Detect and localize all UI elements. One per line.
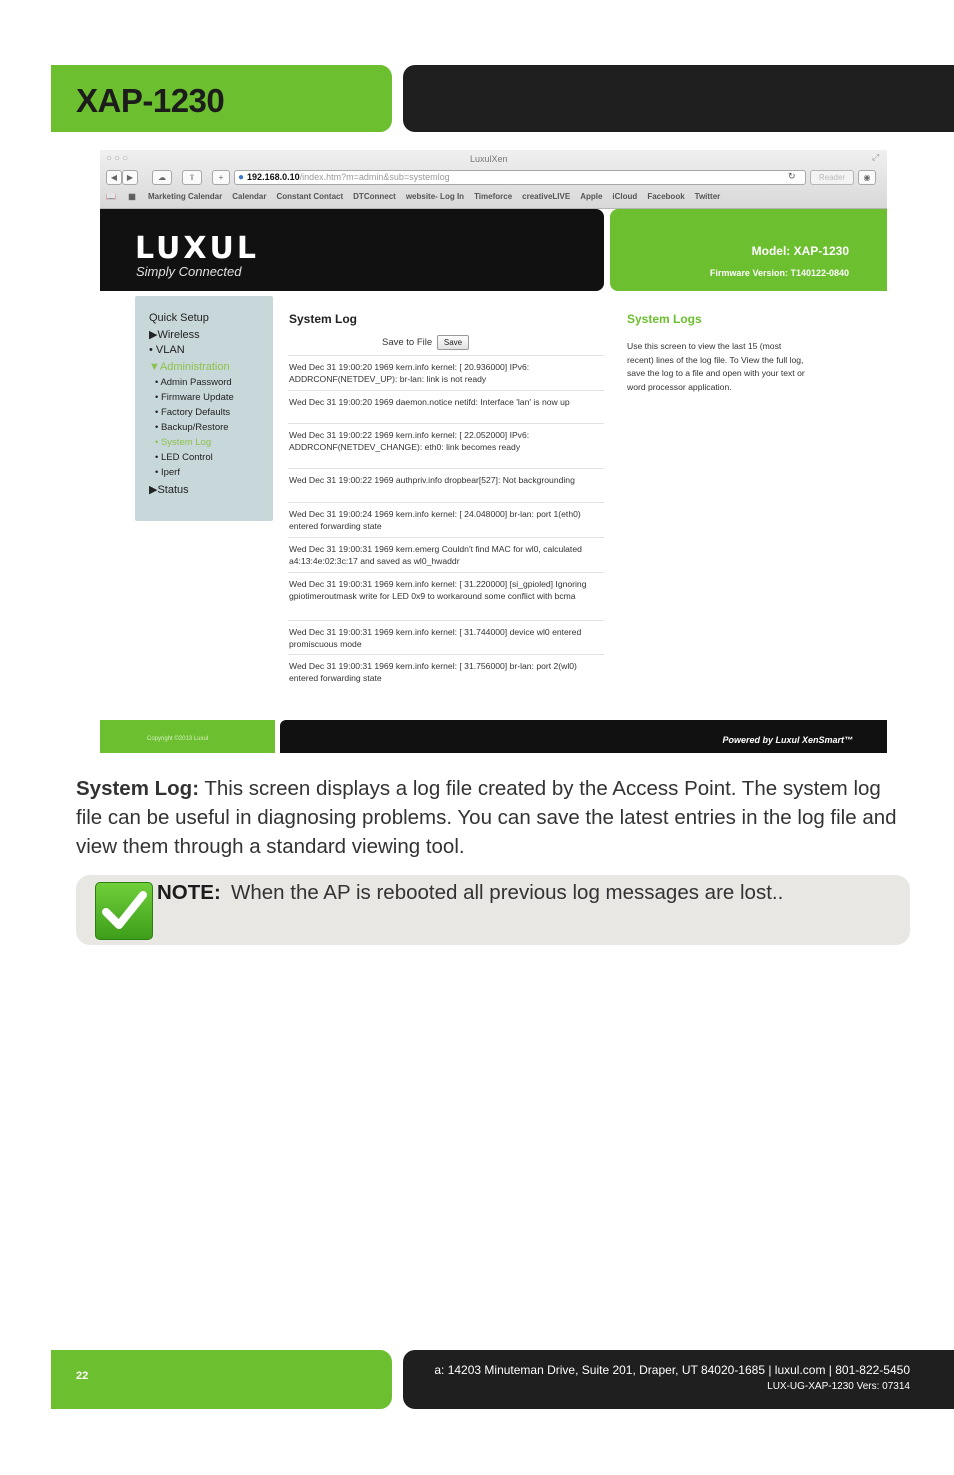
refresh-icon[interactable]: ↻ — [788, 171, 796, 181]
sidebar-item[interactable]: • Admin Password — [155, 377, 232, 388]
bookmark-item[interactable]: iCloud — [612, 192, 638, 201]
bookmarks-book-icon[interactable]: 📖 — [106, 192, 116, 201]
site-header — [100, 209, 604, 291]
downloads-icon[interactable]: ◉ — [858, 170, 876, 185]
log-entry: Wed Dec 31 19:00:20 1969 kern.info kernel: [ 20.936000] IPv6: ADDRCONF(NETDEV_UP): br-lan: link is not ready — [288, 355, 604, 390]
bookmark-item[interactable]: Facebook — [647, 192, 685, 201]
bookmark-item[interactable]: Timeforce — [474, 192, 513, 201]
back-icon[interactable]: ◀ — [106, 170, 122, 185]
bookmark-item[interactable]: Constant Contact — [276, 192, 344, 201]
body-paragraph — [76, 774, 906, 861]
bookmark-item[interactable]: Calendar — [232, 192, 267, 201]
bookmark-item[interactable]: Twitter — [694, 192, 721, 201]
log-entry: Wed Dec 31 19:00:31 1969 kern.info kernel: [ 31.756000] br-lan: port 2(wl0) entered forwarding state — [288, 654, 604, 689]
firmware-label: Firmware Version: T140122-0840 — [709, 268, 849, 278]
log-entry: Wed Dec 31 19:00:31 1969 kern.emerg Couldn't find MAC for wl0, calculated a4:13:4e:02:3c:17 and saved as wl0_hwaddr — [288, 537, 604, 572]
fullscreen-icon[interactable]: ⤢ — [872, 152, 880, 162]
browser-screenshot — [100, 150, 887, 753]
bookmark-list — [148, 192, 730, 201]
save-button[interactable]: Save — [437, 335, 469, 350]
footer-green-bar — [51, 1350, 392, 1409]
body-text: This screen displays a log file created by the Access Point. The system log file can be useful in diagnosing problems. You can save the latest entries in the log file and view them through a standard viewing tool. — [76, 777, 897, 858]
log-entry: Wed Dec 31 19:00:22 1969 kern.info kernel: [ 22.052000] IPv6: ADDRCONF(NETDEV_CHANGE): eth0: link becomes ready — [288, 423, 604, 468]
header-black-bar — [403, 65, 954, 132]
sidebar-item[interactable]: ▶Wireless — [149, 329, 200, 341]
sidebar-item[interactable]: Quick Setup — [149, 312, 209, 324]
bookmark-item[interactable]: Marketing Calendar — [148, 192, 223, 201]
window-controls-icon[interactable]: ○○○ — [106, 153, 131, 164]
sidebar-item[interactable]: • Firmware Update — [155, 392, 234, 403]
sidebar-item[interactable]: • Iperf — [155, 467, 180, 478]
log-entry: Wed Dec 31 19:00:31 1969 kern.info kernel: [ 31.744000] device wl0 entered promiscuous mode — [288, 620, 604, 654]
sidebar-nav — [135, 296, 273, 521]
powered-by: Powered by Luxul XenSmart™ — [722, 735, 853, 745]
note-label: NOTE: — [157, 881, 221, 904]
bookmarks-bar — [106, 192, 886, 205]
page-title: XAP-1230 — [76, 82, 225, 119]
info-text: Use this screen to view the last 15 (most recent) lines of the log file. To View the full log, save the log to a file and open with your text or word processor application. — [627, 341, 805, 392]
share-icon[interactable]: ⇪ — [182, 170, 202, 185]
log-entry: Wed Dec 31 19:00:22 1969 authpriv.info dropbear[527]: Not backgrounding — [288, 468, 604, 502]
sidebar-item[interactable]: • Factory Defaults — [155, 407, 231, 418]
bookmark-item[interactable]: Apple — [580, 192, 603, 201]
cloud-icon[interactable]: ☁ — [152, 170, 172, 185]
page-number: 22 — [76, 1370, 89, 1382]
log-entry: Wed Dec 31 19:00:24 1969 kern.info kernel: [ 24.048000] br-lan: port 1(eth0) entered forwarding state — [288, 502, 604, 537]
footer-address: a: 14203 Minuteman Drive, Suite 201, Draper, UT 84020-1685 | luxul.com | 801-822-5450 — [434, 1363, 910, 1377]
log-entry: Wed Dec 31 19:00:31 1969 kern.info kernel: [ 31.220000] [si_gpioled] Ignoring gpiotimeroutmask write for LED 0x9 to workaround some conflict with bcma — [288, 572, 604, 620]
bookmark-item[interactable]: creativeLIVE — [522, 192, 571, 201]
top-sites-icon[interactable]: ▦ — [128, 192, 136, 201]
footer-doc-id: LUX-UG-XAP-1230 Vers: 07314 — [767, 1381, 910, 1392]
bookmark-item[interactable]: DTConnect — [353, 192, 396, 201]
system-log-title: System Log — [289, 312, 358, 326]
log-list — [288, 355, 604, 689]
sidebar-item[interactable]: ▼Administration — [149, 361, 230, 373]
note-text: When the AP is rebooted all previous log messages are lost.. — [231, 881, 784, 904]
sidebar-item[interactable]: • Backup/Restore — [155, 422, 229, 433]
model-panel — [610, 209, 887, 291]
info-title: System Logs — [627, 312, 702, 326]
checkmark-icon — [95, 882, 153, 940]
forward-icon[interactable]: ▶ — [122, 170, 138, 185]
model-label: Model: XAP-1230 — [751, 244, 849, 258]
sidebar-item[interactable]: ▶Status — [149, 484, 189, 496]
window-title: LuxulXen — [470, 154, 508, 164]
sidebar-item[interactable]: • VLAN — [149, 344, 185, 356]
url-host: 192.168.0.10 — [247, 172, 300, 182]
bookmark-item[interactable]: website- Log In — [405, 192, 465, 201]
sidebar-item[interactable]: • System Log — [155, 437, 212, 448]
save-to-file-label: Save to File — [382, 337, 433, 348]
body-label: System Log: — [76, 777, 200, 800]
sidebar-item[interactable]: • LED Control — [155, 452, 213, 463]
url-path: /index.htm?m=admin&sub=systemlog — [299, 172, 450, 182]
footer-black-bar — [403, 1350, 954, 1409]
add-tab-icon[interactable]: + — [212, 170, 230, 185]
reader-button[interactable]: Reader — [810, 170, 854, 185]
browser-chrome — [100, 150, 887, 209]
log-entry: Wed Dec 31 19:00:20 1969 daemon.notice netifd: Interface 'lan' is now up — [288, 390, 604, 423]
globe-icon: ● — [238, 172, 245, 183]
url-bar[interactable] — [234, 170, 806, 185]
luxul-logo: LUXUL — [135, 231, 260, 266]
copyright: Copyright ©2013 Luxul — [147, 736, 209, 742]
tagline: Simply Connected — [136, 264, 242, 279]
